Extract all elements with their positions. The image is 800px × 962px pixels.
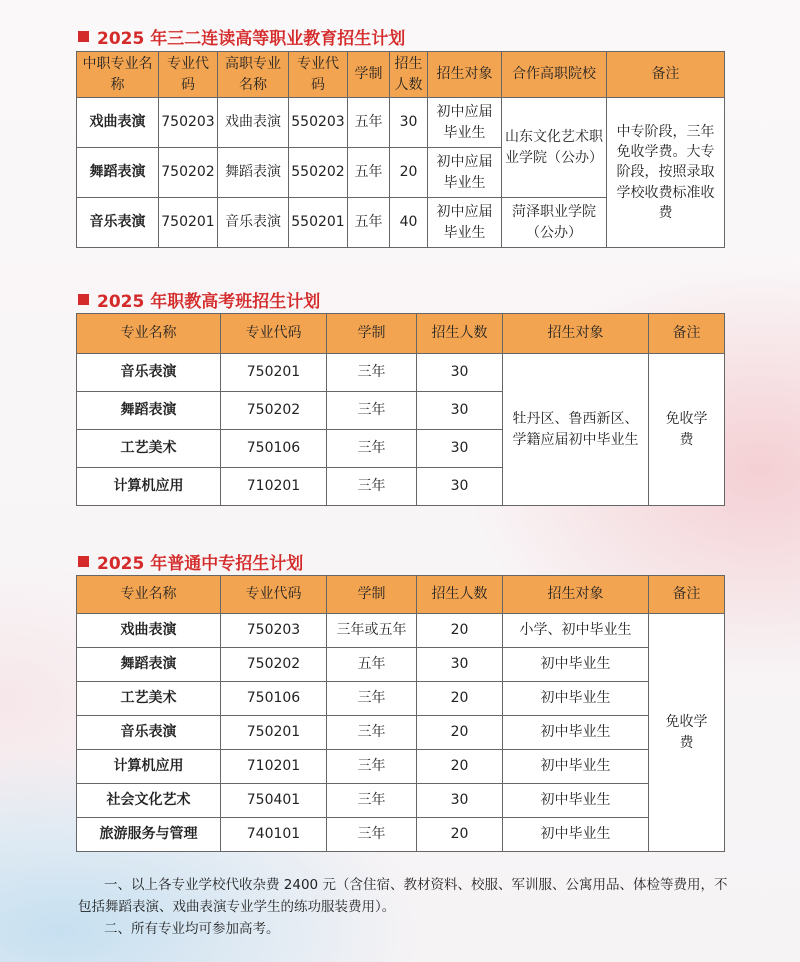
footnotes <box>78 874 728 940</box>
header-cell: 招生人数 <box>390 52 428 98</box>
table-row <box>77 716 725 750</box>
table-row <box>77 98 725 148</box>
count-cell: 40 <box>390 198 428 248</box>
table-row <box>77 750 725 784</box>
major-cell: 戏曲表演 <box>77 98 159 148</box>
years-cell: 五年 <box>348 198 390 248</box>
target-cell: 初中毕业生 <box>503 750 649 784</box>
count-cell: 30 <box>417 392 503 430</box>
major-cell: 音乐表演 <box>77 354 221 392</box>
header-cell: 备注 <box>649 576 725 614</box>
higher-code-cell: 550203 <box>289 98 348 148</box>
code-cell: 750201 <box>221 354 327 392</box>
major-cell: 戏曲表演 <box>77 614 221 648</box>
count-cell: 20 <box>417 818 503 852</box>
header-cell: 专业名称 <box>77 576 221 614</box>
count-cell: 20 <box>417 682 503 716</box>
count-cell: 20 <box>390 148 428 198</box>
header-cell: 学制 <box>348 52 390 98</box>
years-cell: 三年 <box>327 682 417 716</box>
header-cell: 专业代码 <box>221 314 327 354</box>
header-cell: 备注 <box>649 314 725 354</box>
header-cell: 高职专业名称 <box>218 52 289 98</box>
header-cell: 专业代码 <box>221 576 327 614</box>
header-cell: 合作高职院校 <box>502 52 607 98</box>
header-cell: 专业代码 <box>159 52 218 98</box>
footnote-2: 二、所有专业均可参加高考。 <box>104 921 280 937</box>
table-row <box>77 614 725 648</box>
years-cell: 五年 <box>327 648 417 682</box>
table-row <box>77 784 725 818</box>
code-cell: 710201 <box>221 750 327 784</box>
target-cell: 初中毕业生 <box>503 648 649 682</box>
code-cell: 750203 <box>159 98 218 148</box>
header-cell: 学制 <box>327 314 417 354</box>
code-cell: 750202 <box>221 392 327 430</box>
major-cell: 音乐表演 <box>77 198 159 248</box>
bullet-square-icon <box>78 556 89 567</box>
table-header-row <box>77 52 725 98</box>
table-vocational-exam-plan <box>76 313 725 506</box>
code-cell: 740101 <box>221 818 327 852</box>
target-cell: 初中毕业生 <box>503 682 649 716</box>
table-3plus2-plan <box>76 51 725 248</box>
target-cell: 初中应届毕业生 <box>428 198 502 248</box>
table-secondary-school-plan <box>76 575 725 852</box>
count-cell: 20 <box>417 614 503 648</box>
code-cell: 750106 <box>221 430 327 468</box>
table-row <box>77 354 725 392</box>
count-cell: 30 <box>417 468 503 506</box>
header-cell: 招生对象 <box>503 576 649 614</box>
major-cell: 计算机应用 <box>77 468 221 506</box>
code-cell: 750401 <box>221 784 327 818</box>
major-cell: 音乐表演 <box>77 716 221 750</box>
higher-code-cell: 550201 <box>289 198 348 248</box>
footnote-1: 一、以上各专业学校代收杂费 2400 元（含住宿、教材资料、校服、军训服、公寓用品、体检等费用，不包括舞蹈表演、戏曲表演专业学生的练功服装费用）。 <box>78 877 728 915</box>
table-header-row <box>77 576 725 614</box>
years-cell: 三年 <box>327 468 417 506</box>
section1-title: 2025 年三二连读高等职业教育招生计划 <box>78 24 405 49</box>
table-row <box>77 818 725 852</box>
years-cell: 五年 <box>348 148 390 198</box>
major-cell: 工艺美术 <box>77 682 221 716</box>
target-cell: 初中毕业生 <box>503 818 649 852</box>
count-cell: 30 <box>417 430 503 468</box>
code-cell: 750106 <box>221 682 327 716</box>
major-cell: 舞蹈表演 <box>77 148 159 198</box>
code-cell: 750202 <box>221 648 327 682</box>
header-cell: 专业名称 <box>77 314 221 354</box>
count-cell: 30 <box>417 784 503 818</box>
major-cell: 社会文化艺术 <box>77 784 221 818</box>
years-cell: 三年 <box>327 392 417 430</box>
code-cell: 750203 <box>221 614 327 648</box>
years-cell: 三年 <box>327 750 417 784</box>
higher-major-cell: 音乐表演 <box>218 198 289 248</box>
years-cell: 三年或五年 <box>327 614 417 648</box>
major-cell: 旅游服务与管理 <box>77 818 221 852</box>
college-cell: 菏泽职业学院（公办） <box>502 198 607 248</box>
target-cell: 小学、初中毕业生 <box>503 614 649 648</box>
header-cell: 招生人数 <box>417 576 503 614</box>
years-cell: 三年 <box>327 818 417 852</box>
remark-cell: 中专阶段，三年免收学费。大专阶段，按照录取学校收费标准收费 <box>607 98 725 248</box>
header-cell: 备注 <box>607 52 725 98</box>
years-cell: 三年 <box>327 784 417 818</box>
code-cell: 750201 <box>221 716 327 750</box>
college-cell: 山东文化艺术职业学院（公办） <box>502 98 607 198</box>
header-cell: 学制 <box>327 576 417 614</box>
header-cell: 招生对象 <box>428 52 502 98</box>
code-cell: 750202 <box>159 148 218 198</box>
section2-title: 2025 年职教高考班招生计划 <box>78 287 320 312</box>
count-cell: 30 <box>417 354 503 392</box>
header-cell: 中职专业名称 <box>77 52 159 98</box>
code-cell: 710201 <box>221 468 327 506</box>
remark-cell: 免收学费 <box>649 354 725 506</box>
bullet-square-icon <box>78 294 89 305</box>
years-cell: 三年 <box>327 354 417 392</box>
years-cell: 三年 <box>327 716 417 750</box>
major-cell: 舞蹈表演 <box>77 392 221 430</box>
major-cell: 计算机应用 <box>77 750 221 784</box>
header-cell: 招生人数 <box>417 314 503 354</box>
bullet-square-icon <box>78 31 89 42</box>
target-cell: 初中应届毕业生 <box>428 148 502 198</box>
target-cell: 初中毕业生 <box>503 784 649 818</box>
count-cell: 30 <box>390 98 428 148</box>
header-cell: 专业代码 <box>289 52 348 98</box>
target-cell: 初中毕业生 <box>503 716 649 750</box>
header-cell: 招生对象 <box>503 314 649 354</box>
major-cell: 舞蹈表演 <box>77 648 221 682</box>
code-cell: 750201 <box>159 198 218 248</box>
major-cell: 工艺美术 <box>77 430 221 468</box>
count-cell: 20 <box>417 750 503 784</box>
years-cell: 五年 <box>348 98 390 148</box>
higher-major-cell: 戏曲表演 <box>218 98 289 148</box>
section3-title: 2025 年普通中专招生计划 <box>78 549 303 574</box>
remark-cell: 免收学费 <box>649 614 725 852</box>
table-header-row <box>77 314 725 354</box>
target-cell: 牡丹区、鲁西新区、学籍应届初中毕业生 <box>503 354 649 506</box>
table-row <box>77 648 725 682</box>
table-row <box>77 682 725 716</box>
higher-code-cell: 550202 <box>289 148 348 198</box>
target-cell: 初中应届毕业生 <box>428 98 502 148</box>
higher-major-cell: 舞蹈表演 <box>218 148 289 198</box>
count-cell: 30 <box>417 648 503 682</box>
years-cell: 三年 <box>327 430 417 468</box>
count-cell: 20 <box>417 716 503 750</box>
